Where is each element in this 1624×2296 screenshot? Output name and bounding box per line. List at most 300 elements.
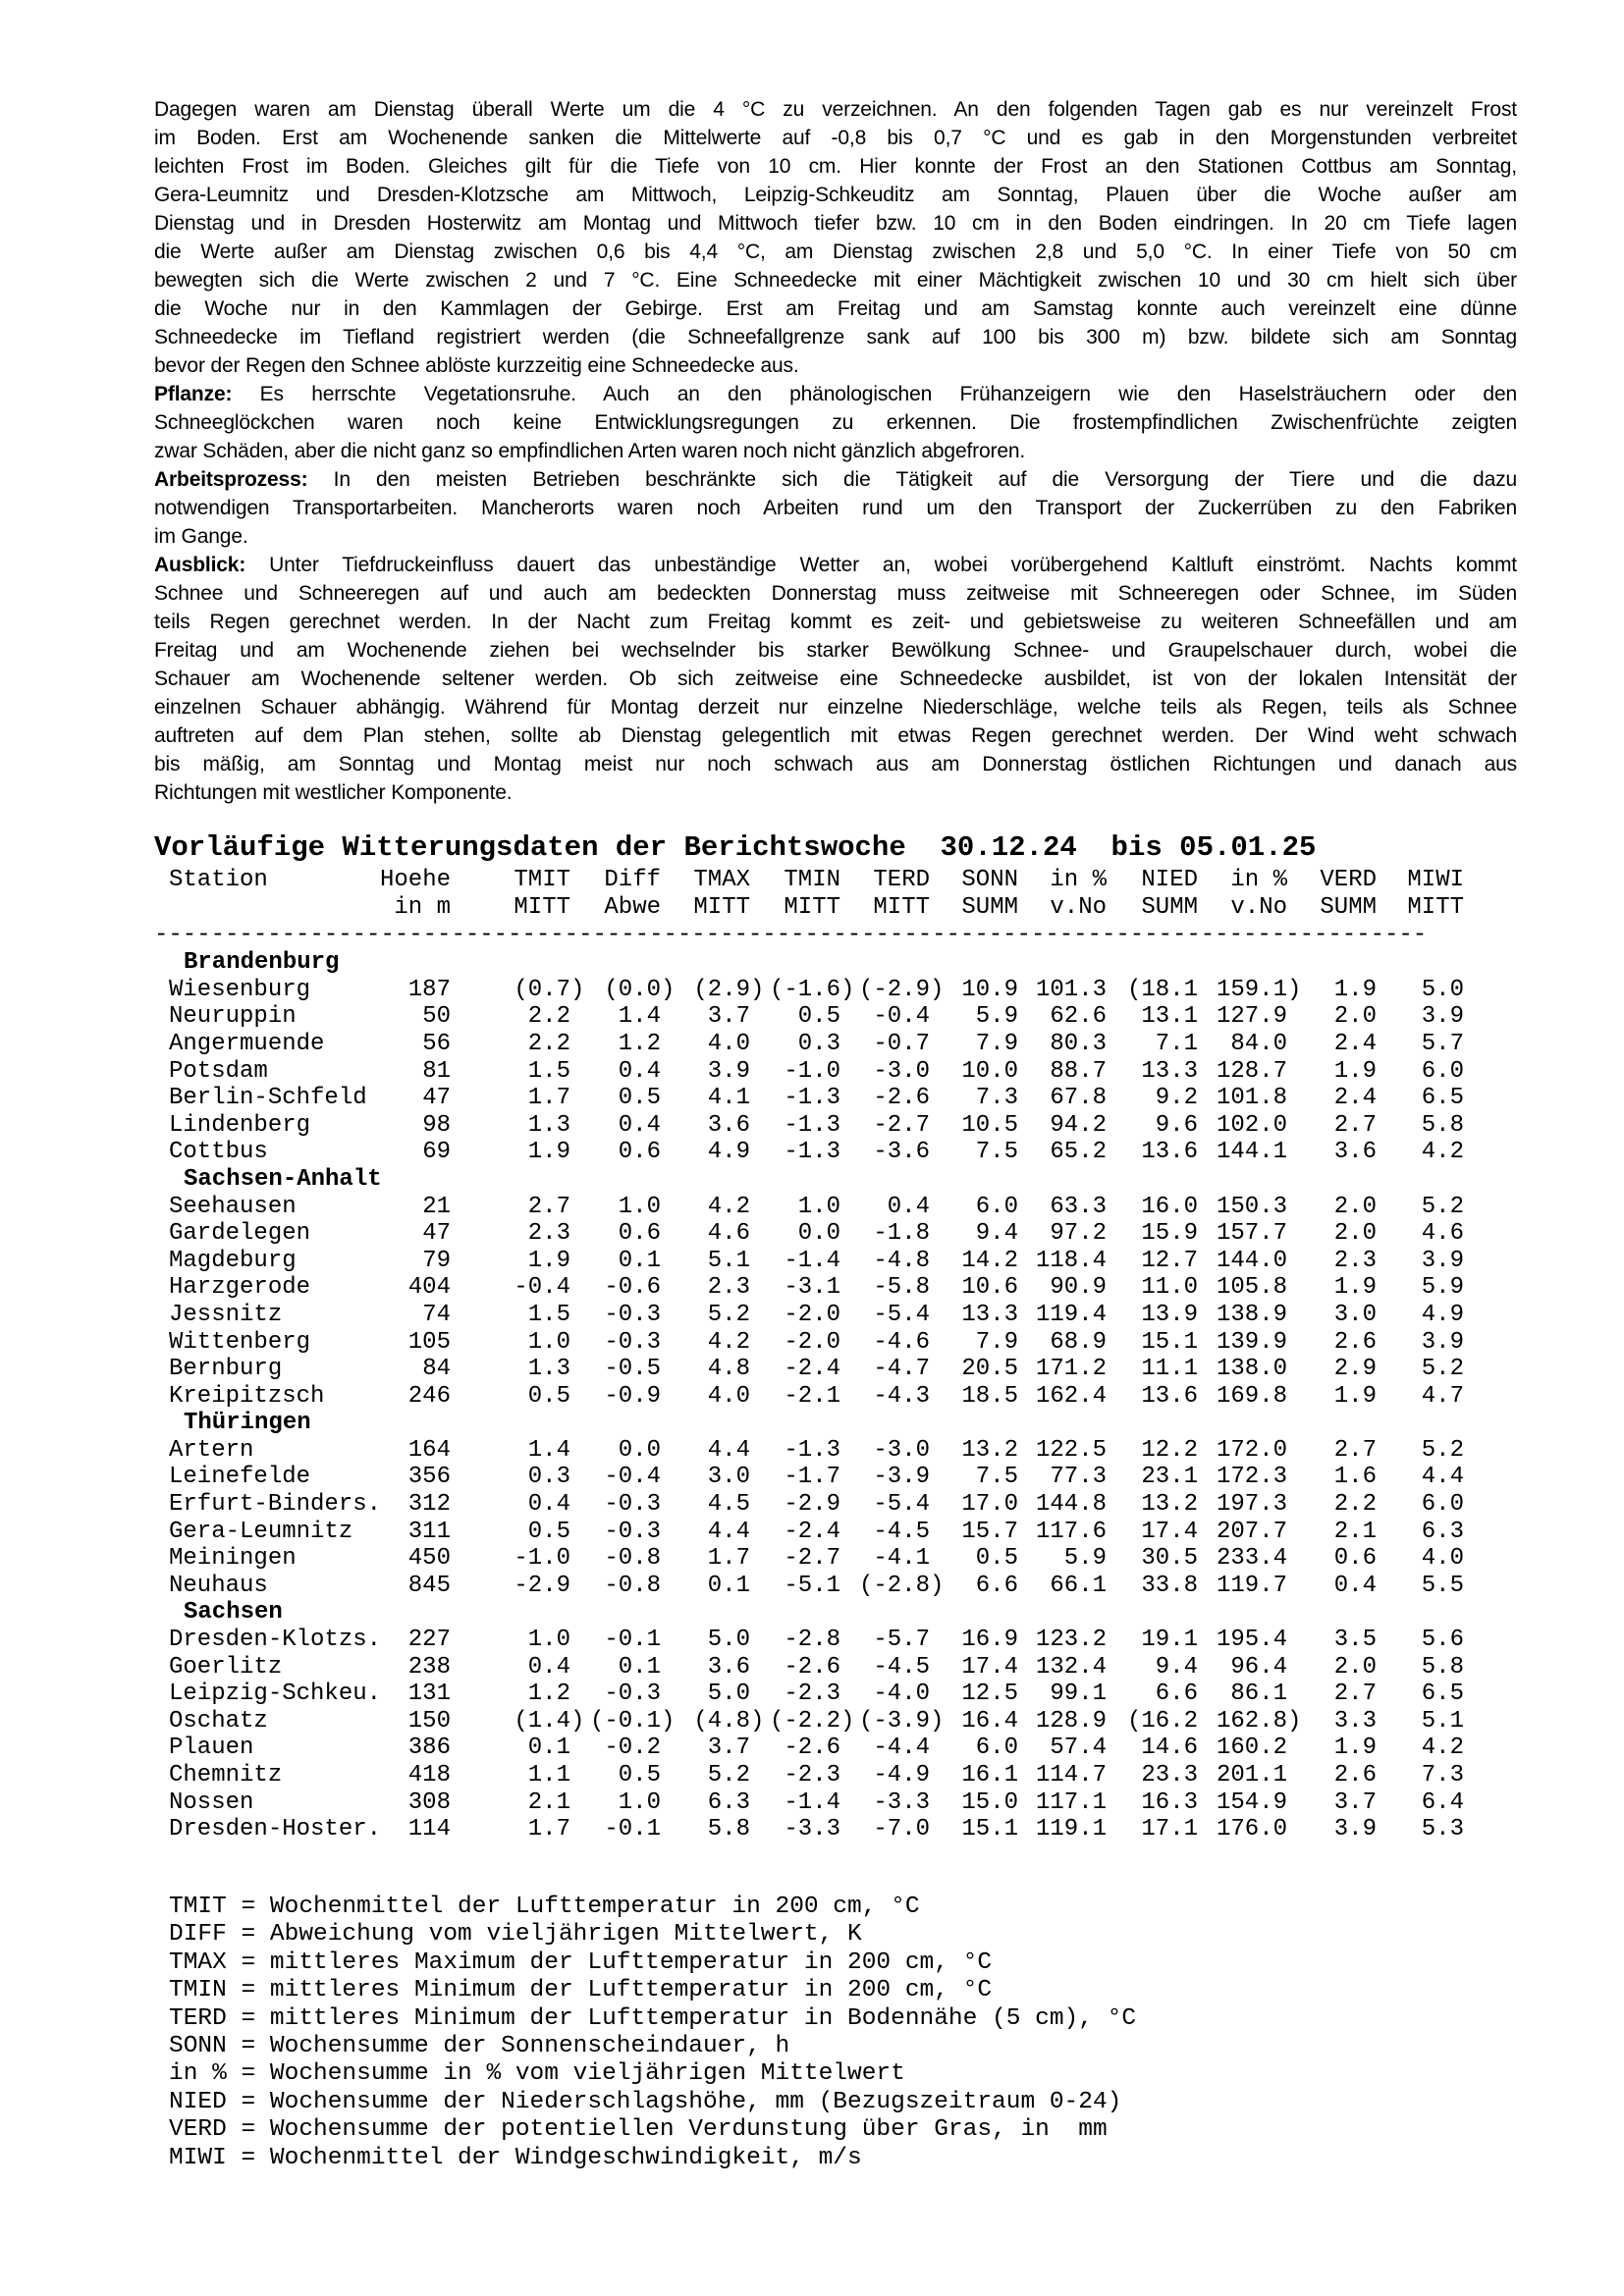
column-header: MITT <box>784 893 840 921</box>
table-cell: -4.7 <box>873 1356 930 1383</box>
table-cell: 311 <box>407 1518 451 1545</box>
station-name: Goerlitz <box>169 1653 283 1681</box>
station-name: Artern <box>169 1436 254 1464</box>
region-heading: Sachsen-Anhalt <box>184 1165 382 1193</box>
paragraph-label: Arbeitsprozess: <box>154 468 308 491</box>
table-cell: -4.6 <box>873 1328 930 1356</box>
table-cell: 0.5 <box>797 1003 840 1031</box>
table-cell: 119.7 <box>1216 1572 1287 1599</box>
table-cell: 386 <box>407 1735 451 1762</box>
table-cell: 47 <box>422 1085 451 1112</box>
table-cell: 117.1 <box>1035 1789 1107 1816</box>
text-line <box>154 152 1517 181</box>
column-header: Station <box>169 867 268 893</box>
column-header: Hoehe <box>379 867 451 893</box>
table-cell: 1.2 <box>527 1681 570 1708</box>
table-cell: 23.1 <box>1141 1464 1198 1491</box>
table-cell: 1.9 <box>527 1247 570 1274</box>
table-cell: 17.4 <box>961 1653 1018 1681</box>
table-cell: 5.2 <box>1421 1356 1464 1383</box>
table-cell: 3.9 <box>1421 1247 1464 1274</box>
text-line <box>154 266 1517 294</box>
table-row <box>0 1302 1624 1329</box>
table-cell: -2.7 <box>873 1111 930 1139</box>
table-cell: 50 <box>422 1003 451 1031</box>
line-text: bewegten sich die Werte zwischen 2 und 7 °C. Eine Schneedecke mit einer Mächtigkeit zwischen 10 und 30 cm hielt sich über <box>154 269 1517 292</box>
column-header: MITT <box>693 893 750 921</box>
table-row <box>0 1708 1624 1735</box>
text-line <box>154 750 1517 778</box>
table-cell: 63.3 <box>1050 1193 1107 1220</box>
table-cell: 7.3 <box>1421 1762 1464 1789</box>
table-cell: 2.7 <box>1333 1681 1377 1708</box>
paragraph-label: Ausblick: <box>154 554 246 576</box>
table-cell: 5.5 <box>1421 1572 1464 1599</box>
table-cell: 6.6 <box>1155 1681 1198 1708</box>
column-header: MITT <box>514 893 570 921</box>
text-line <box>154 124 1517 152</box>
table-cell: -1.4 <box>784 1789 840 1816</box>
table-cell: (2.9) <box>693 976 765 1003</box>
table-row <box>0 1220 1624 1248</box>
table-cell: 15.1 <box>1141 1328 1198 1356</box>
table-cell: 15.0 <box>961 1789 1018 1816</box>
station-name: Potsdam <box>169 1057 268 1085</box>
column-header: v.No <box>1050 893 1107 921</box>
table-cell: -1.3 <box>784 1139 840 1166</box>
table-cell: -4.5 <box>873 1653 930 1681</box>
text-line <box>154 209 1517 238</box>
line-text: Dienstag und in Dresden Hosterwitz am Montag und Mittwoch tiefer bzw. 10 cm in den Boden eindringen. In 20 cm Tiefe lagen <box>154 212 1517 235</box>
table-row <box>0 1356 1624 1383</box>
table-cell: -4.0 <box>873 1681 930 1708</box>
table-cell: 101.3 <box>1035 976 1107 1003</box>
column-header: VERD <box>1320 867 1377 893</box>
text-line <box>154 693 1517 721</box>
paragraph <box>154 465 1517 551</box>
table-cell: 4.4 <box>707 1518 750 1545</box>
table-cell: (-0.1) <box>589 1707 676 1735</box>
table-cell: 0.0 <box>618 1436 661 1464</box>
table-cell: (4.8) <box>693 1707 765 1735</box>
table-cell: -4.4 <box>873 1735 930 1762</box>
table-cell: 312 <box>407 1491 451 1519</box>
table-cell: -0.3 <box>604 1328 661 1356</box>
text-line <box>154 181 1517 209</box>
station-name: Jessnitz <box>169 1301 283 1328</box>
table-cell: 6.5 <box>1421 1085 1464 1112</box>
table-cell: 7.9 <box>975 1030 1018 1057</box>
text-line <box>154 522 1517 551</box>
region-heading: Sachsen <box>184 1599 283 1627</box>
table-cell: 99.1 <box>1050 1681 1107 1708</box>
table-cell: -4.9 <box>873 1762 930 1789</box>
table-cell: 4.6 <box>707 1220 750 1248</box>
table-cell: 2.0 <box>1333 1003 1377 1031</box>
table-cell: 1.9 <box>527 1139 570 1166</box>
table-cell: 6.6 <box>975 1572 1018 1599</box>
table-cell: -1.0 <box>514 1545 570 1573</box>
table-row <box>0 1274 1624 1302</box>
table-cell: 21 <box>422 1193 451 1220</box>
table-cell: 0.5 <box>618 1762 661 1789</box>
legend-item: TMIN = mittleres Minimum der Lufttemperatur in 200 cm, °C <box>169 1977 993 2004</box>
table-cell: 6.3 <box>707 1789 750 1816</box>
table-cell: 197.3 <box>1216 1491 1287 1519</box>
table-cell: 17.1 <box>1141 1816 1198 1843</box>
table-cell: -2.7 <box>784 1545 840 1573</box>
text-line <box>154 408 1517 437</box>
station-name: Cottbus <box>169 1139 268 1166</box>
table-cell: 16.1 <box>961 1762 1018 1789</box>
table-cell: 11.1 <box>1141 1356 1198 1383</box>
station-name: Neuruppin <box>169 1003 297 1031</box>
table-row <box>0 1762 1624 1789</box>
table-cell: 97.2 <box>1050 1220 1107 1248</box>
text-line <box>154 437 1517 465</box>
table-cell: 128.7 <box>1216 1057 1287 1085</box>
table-cell: 9.6 <box>1155 1111 1198 1139</box>
table-cell: 16.3 <box>1141 1789 1198 1816</box>
table-cell: 0.4 <box>887 1193 930 1220</box>
table-header-row <box>0 894 1624 922</box>
table-row <box>0 1573 1624 1600</box>
table-cell: 84.0 <box>1230 1030 1287 1057</box>
table-cell: (-1.6) <box>769 976 855 1003</box>
column-header: in m <box>394 893 451 921</box>
table-row <box>0 1654 1624 1682</box>
station-name: Leipzig-Schkeu. <box>169 1681 382 1708</box>
table-row <box>0 1058 1624 1086</box>
table-cell: 138.9 <box>1216 1301 1287 1328</box>
table-cell: 79 <box>422 1247 451 1274</box>
table-cell: 62.6 <box>1050 1003 1107 1031</box>
text-line <box>154 494 1517 522</box>
table-cell: 1.4 <box>527 1436 570 1464</box>
line-text: leichten Frost im Boden. Gleiches gilt für die Tiefe von 10 cm. Hier konnte der Frost an den Stationen Cottbus am Sonntag, <box>154 155 1517 178</box>
table-cell: 7.1 <box>1155 1030 1198 1057</box>
table-cell: 154.9 <box>1216 1789 1287 1816</box>
table-cell: 1.5 <box>527 1301 570 1328</box>
table-cell: 5.9 <box>975 1003 1018 1031</box>
column-header: TMIT <box>514 867 570 893</box>
table-cell: 10.9 <box>961 976 1018 1003</box>
line-text: Es herrschte Vegetationsruhe. Auch an den phänologischen Frühanzeigern wie den Haselsträuchern oder den <box>232 383 1517 405</box>
table-cell: 12.2 <box>1141 1436 1198 1464</box>
table-cell: 6.0 <box>1421 1491 1464 1519</box>
table-cell: 9.4 <box>1155 1653 1198 1681</box>
line-text: Richtungen mit westlicher Komponente. <box>154 781 513 804</box>
table-cell: 15.7 <box>961 1518 1018 1545</box>
table-cell: 118.4 <box>1035 1247 1107 1274</box>
table-cell: 0.6 <box>1333 1545 1377 1573</box>
table-cell: 5.0 <box>707 1627 750 1654</box>
station-name: Berlin-Schfeld <box>169 1085 367 1112</box>
table-cell: -3.6 <box>873 1139 930 1166</box>
table-cell: 7.3 <box>975 1085 1018 1112</box>
table-cell: 0.4 <box>1333 1572 1377 1599</box>
table-cell: -1.7 <box>784 1464 840 1491</box>
table-cell: 162.8) <box>1216 1707 1302 1735</box>
table-cell: 0.6 <box>618 1220 661 1248</box>
table-cell: -0.1 <box>604 1816 661 1843</box>
table-cell: -1.3 <box>784 1085 840 1112</box>
table-cell: 2.7 <box>1333 1436 1377 1464</box>
table-cell: -1.3 <box>784 1436 840 1464</box>
column-header: v.No <box>1230 893 1287 921</box>
station-name: Chemnitz <box>169 1762 283 1789</box>
region-heading: Brandenburg <box>184 949 340 977</box>
table-cell: 0.1 <box>618 1653 661 1681</box>
legend-item: TMAX = mittleres Maximum der Lufttemperatur in 200 cm, °C <box>169 1949 993 1976</box>
table-cell: 30.5 <box>1141 1545 1198 1573</box>
table-cell: 128.9 <box>1035 1707 1107 1735</box>
table-cell: 6.3 <box>1421 1518 1464 1545</box>
table-cell: 1.3 <box>527 1356 570 1383</box>
table-cell: 6.4 <box>1421 1789 1464 1816</box>
table-cell: 4.7 <box>1421 1382 1464 1410</box>
table-cell: (-3.9) <box>858 1707 945 1735</box>
table-cell: 4.9 <box>1421 1301 1464 1328</box>
table-cell: 2.1 <box>527 1789 570 1816</box>
table-cell: 13.6 <box>1141 1139 1198 1166</box>
table-cell: 80.3 <box>1050 1030 1107 1057</box>
report-text <box>154 95 1517 807</box>
table-cell: 2.4 <box>1333 1030 1377 1057</box>
table-cell: 127.9 <box>1216 1003 1287 1031</box>
line-text: einzelnen Schauer abhängig. Während für Montag derzeit nur einzelne Niederschläge, welche teils als Regen, teils als Schnee <box>154 696 1517 719</box>
station-name: Erfurt-Binders. <box>169 1491 382 1519</box>
line-text: Schauer am Wochenende seltener werden. Ob sich zeitweise eine Schneedecke ausbildet, ist von der lokalen Intensität der <box>154 667 1517 690</box>
line-text: Schneeglöckchen waren noch keine Entwicklungsregungen zu erkennen. Die frostempfindlichen Zwischenfrüchte zeigten <box>154 411 1517 434</box>
table-cell: -2.6 <box>784 1653 840 1681</box>
station-name: Lindenberg <box>169 1111 311 1139</box>
table-row <box>0 1545 1624 1573</box>
table-cell: 2.3 <box>707 1274 750 1302</box>
line-text: im Gange. <box>154 525 248 548</box>
table-cell: 3.3 <box>1333 1707 1377 1735</box>
table-cell: -0.3 <box>604 1681 661 1708</box>
table-cell: -2.6 <box>784 1735 840 1762</box>
table-cell: 0.0 <box>797 1220 840 1248</box>
text-line <box>154 238 1517 266</box>
table-cell: 308 <box>407 1789 451 1816</box>
table-cell: -2.1 <box>784 1382 840 1410</box>
table-cell: (-2.9) <box>858 976 945 1003</box>
table-row <box>0 1194 1624 1221</box>
table-cell: 144.0 <box>1216 1247 1287 1274</box>
table-cell: 16.4 <box>961 1707 1018 1735</box>
table-cell: 4.0 <box>1421 1545 1464 1573</box>
table-cell: 13.2 <box>961 1436 1018 1464</box>
text-line <box>154 579 1517 608</box>
legend-item: TERD = mittleres Minimum der Lufttemperatur in Bodennähe (5 cm), °C <box>169 2004 1137 2032</box>
table-cell: 13.3 <box>1141 1057 1198 1085</box>
table-cell: 1.9 <box>1333 1274 1377 1302</box>
table-cell: 12.7 <box>1141 1247 1198 1274</box>
table-row <box>0 1681 1624 1708</box>
table-cell: -0.4 <box>873 1003 930 1031</box>
line-text: teils Regen gerechnet werden. In der Nacht zum Freitag kommt es zeit- und gebietsweise zu weiteren Schneefällen und am <box>154 611 1517 633</box>
station-name: Neuhaus <box>169 1572 268 1599</box>
table-cell: 5.2 <box>1421 1436 1464 1464</box>
legend-item: in % = Wochensumme in % vom vieljährigen Mittelwert <box>169 2060 905 2088</box>
table-cell: 123.2 <box>1035 1627 1107 1654</box>
table-cell: 16.0 <box>1141 1193 1198 1220</box>
table-cell: 5.8 <box>707 1816 750 1843</box>
table-cell: 98 <box>422 1111 451 1139</box>
table-cell: 1.0 <box>618 1193 661 1220</box>
table-cell: 6.5 <box>1421 1681 1464 1708</box>
table-row <box>0 1329 1624 1357</box>
abbreviation-legend <box>169 1894 1136 2172</box>
column-header: in % <box>1050 867 1107 893</box>
station-name: Leinefelde <box>169 1464 311 1491</box>
table-cell: -7.0 <box>873 1816 930 1843</box>
table-cell: 6.0 <box>975 1735 1018 1762</box>
table-cell: 10.5 <box>961 1111 1018 1139</box>
table-cell: 13.3 <box>961 1301 1018 1328</box>
table-cell: -0.3 <box>604 1301 661 1328</box>
table-cell: 90.9 <box>1050 1274 1107 1302</box>
table-cell: 160.2 <box>1216 1735 1287 1762</box>
table-cell: -0.6 <box>604 1274 661 1302</box>
table-cell: -4.8 <box>873 1247 930 1274</box>
table-cell: 2.2 <box>527 1003 570 1031</box>
line-text: In den meisten Betrieben beschränkte sich die Tätigkeit auf die Versorgung der Tiere und die dazu <box>307 468 1517 491</box>
table-cell: 157.7 <box>1216 1220 1287 1248</box>
table-cell: -0.8 <box>604 1545 661 1573</box>
table-cell: -4.3 <box>873 1382 930 1410</box>
paragraph <box>154 95 1517 380</box>
table-row <box>0 1031 1624 1058</box>
table-cell: 4.2 <box>1421 1139 1464 1166</box>
table-cell: 5.1 <box>707 1247 750 1274</box>
station-name: Kreipitzsch <box>169 1382 325 1410</box>
table-cell: -3.3 <box>873 1789 930 1816</box>
column-header: TMAX <box>693 867 750 893</box>
table-cell: 195.4 <box>1216 1627 1287 1654</box>
table-cell: 65.2 <box>1050 1139 1107 1166</box>
table-row <box>0 1464 1624 1491</box>
table-cell: 4.2 <box>707 1328 750 1356</box>
table-cell: 119.4 <box>1035 1301 1107 1328</box>
table-cell: 0.4 <box>527 1491 570 1519</box>
line-text: Schneedecke im Tiefland registriert werden (die Schneefallgrenze sank auf 100 bis 300 m) bzw. bildete sich am Sonntag <box>154 326 1517 348</box>
table-cell: 13.2 <box>1141 1491 1198 1519</box>
text-line <box>154 778 1517 807</box>
table-cell: 1.9 <box>1333 1057 1377 1085</box>
table-cell: 5.2 <box>707 1301 750 1328</box>
table-cell: 1.9 <box>1333 1735 1377 1762</box>
table-cell: 150 <box>407 1707 451 1735</box>
table-cell: 3.6 <box>1333 1139 1377 1166</box>
table-cell: -0.3 <box>604 1518 661 1545</box>
legend-item: DIFF = Abweichung vom vieljährigen Mittelwert, K <box>169 1921 862 1949</box>
table-cell: 86.1 <box>1230 1681 1287 1708</box>
table-cell: 0.4 <box>618 1057 661 1085</box>
table-cell: -4.1 <box>873 1545 930 1573</box>
table-cell: 3.7 <box>707 1735 750 1762</box>
table-cell: (0.0) <box>604 976 676 1003</box>
table-cell: 3.9 <box>1421 1003 1464 1031</box>
table-row <box>0 1735 1624 1762</box>
table-cell: 3.0 <box>707 1464 750 1491</box>
table-cell: -0.4 <box>514 1274 570 1302</box>
table-cell: 5.9 <box>1421 1274 1464 1302</box>
table-cell: 13.9 <box>1141 1301 1198 1328</box>
table-cell: 2.4 <box>1333 1085 1377 1112</box>
table-cell: 164 <box>407 1436 451 1464</box>
table-cell: 162.4 <box>1035 1382 1107 1410</box>
text-line <box>154 465 1517 494</box>
table-cell: -1.8 <box>873 1220 930 1248</box>
text-line <box>154 721 1517 750</box>
table-cell: 3.6 <box>707 1653 750 1681</box>
table-cell: 159.1) <box>1216 976 1302 1003</box>
table-cell: 6.0 <box>1421 1057 1464 1085</box>
table-row <box>0 1789 1624 1817</box>
table-cell: -1.3 <box>784 1111 840 1139</box>
table-cell: 117.6 <box>1035 1518 1107 1545</box>
line-text: die Werte außer am Dienstag zwischen 0,6 bis 4,4 °C, am Dienstag zwischen 2,8 und 5,0 °C. In einer Tiefe von 50 cm <box>154 240 1517 263</box>
table-cell: 0.4 <box>527 1653 570 1681</box>
station-name: Gardelegen <box>169 1220 311 1248</box>
table-row <box>0 1085 1624 1112</box>
table-row <box>0 1816 1624 1843</box>
table-cell: -3.9 <box>873 1464 930 1491</box>
table-cell: -2.3 <box>784 1681 840 1708</box>
table-cell: 66.1 <box>1050 1572 1107 1599</box>
column-header: MITT <box>1407 893 1464 921</box>
table-cell: 1.0 <box>618 1789 661 1816</box>
table-cell: 1.9 <box>1333 1382 1377 1410</box>
text-line <box>154 636 1517 665</box>
station-name: Oschatz <box>169 1707 268 1735</box>
table-cell: 0.3 <box>527 1464 570 1491</box>
column-header: SUMM <box>1141 893 1198 921</box>
table-cell: 20.5 <box>961 1356 1018 1383</box>
table-row <box>0 977 1624 1004</box>
table-cell: 5.0 <box>707 1681 750 1708</box>
table-cell: 4.2 <box>1421 1735 1464 1762</box>
table-cell: 122.5 <box>1035 1436 1107 1464</box>
table-row <box>0 1139 1624 1166</box>
legend-item: NIED = Wochensumme der Niederschlagshöhe, mm (Bezugszeitraum 0-24) <box>169 2088 1122 2115</box>
legend-item: TMIT = Wochenmittel der Lufttemperatur in 200 cm, °C <box>169 1894 920 1920</box>
text-line <box>154 294 1517 323</box>
table-cell: 105 <box>407 1328 451 1356</box>
table-cell: 13.1 <box>1141 1003 1198 1031</box>
table-cell: 5.2 <box>707 1762 750 1789</box>
table-cell: 96.4 <box>1230 1653 1287 1681</box>
table-cell: 172.3 <box>1216 1464 1287 1491</box>
table-cell: 4.4 <box>1421 1464 1464 1491</box>
station-name: Gera-Leumnitz <box>169 1518 353 1545</box>
table-cell: 3.7 <box>1333 1789 1377 1816</box>
table-cell: -5.4 <box>873 1301 930 1328</box>
table-cell: 238 <box>407 1653 451 1681</box>
table-row <box>0 1112 1624 1140</box>
table-cell: 1.7 <box>527 1085 570 1112</box>
table-cell: 23.3 <box>1141 1762 1198 1789</box>
station-name: Dresden-Hoster. <box>169 1816 382 1843</box>
table-cell: 0.5 <box>975 1545 1018 1573</box>
column-header: in % <box>1230 867 1287 893</box>
table-cell: 14.6 <box>1141 1735 1198 1762</box>
table-cell: 139.9 <box>1216 1328 1287 1356</box>
table-cell: 11.0 <box>1141 1274 1198 1302</box>
